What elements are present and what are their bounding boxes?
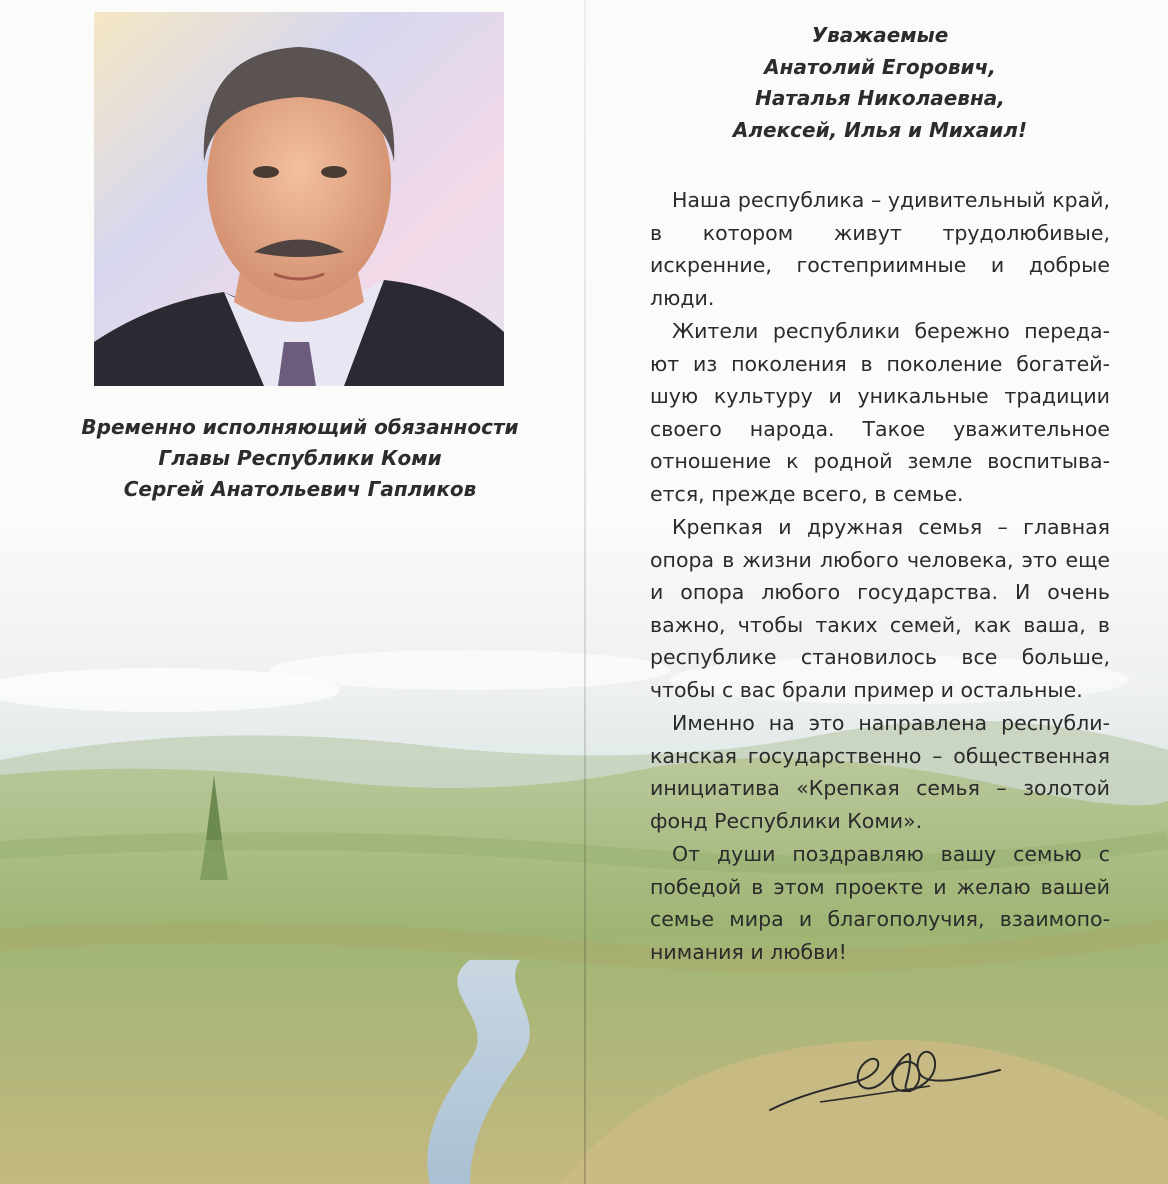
letter-paragraph: Жители республики бережно переда-ют из поколения в поколение богатей-шую культуру и уникальные традиции своего народа. Такое уважительное отношение к родной земле воспитыва-ется, прежде всего, в семье. (650, 319, 1110, 506)
greeting-line: Уважаемые (811, 23, 949, 47)
greeting-line: Наталья Николаевна, (755, 86, 1005, 110)
caption-position-line: Главы Республики Коми (158, 446, 442, 470)
portrait-photo (94, 12, 504, 386)
portrait-caption (40, 412, 560, 505)
caption-name-line: Сергей Анатольевич Гапликов (123, 477, 477, 501)
greeting-line: Алексей, Илья и Михаил! (732, 117, 1028, 142)
letter-body (650, 184, 1110, 969)
greeting-heading (650, 20, 1110, 146)
letter-paragraph: Именно на это направлена республи-канская государственно – общественная инициатива «Крепкая семья – золотой фонд Республики Коми». (650, 711, 1110, 833)
letter-paragraph: Наша республика – удивительный край, в котором живут трудолюбивые, искренние, гостеприимные и добрые люди. (650, 188, 1110, 310)
handwritten-signature (760, 1040, 1010, 1130)
letter-paragraph: От души поздравляю вашу семью с победой в этом проекте и желаю вашей семье мира и благополучия, взаимопо-нимания и любви! (650, 842, 1110, 964)
caption-title-line: Временно исполняющий обязанности (81, 415, 519, 439)
letter-paragraph: Крепкая и дружная семья – главная опора в жизни любого человека, это еще и опора любого государства. И очень важно, чтобы таких семей, как ваша, в республике становилось все больше, чтобы с вас брали пример и остальные. (650, 515, 1110, 702)
page-fold (584, 0, 586, 1184)
greeting-line: Анатолий Егорович, (764, 54, 996, 79)
